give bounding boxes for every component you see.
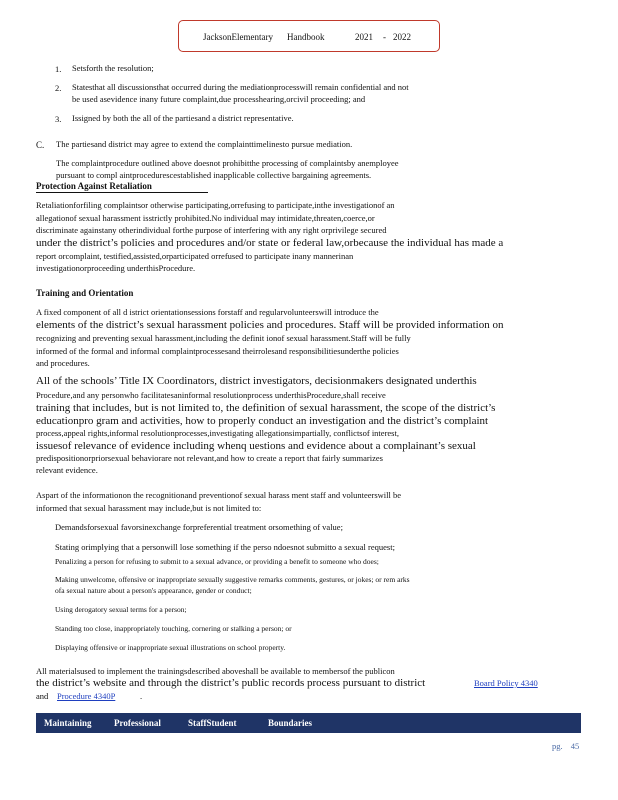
paragraph-line: Aspart of the informationon the recognitionand preventionof sexual harass ment staff and volunteerswill be [36, 490, 402, 500]
bullet-text: Demandsforsexual favorsinexchange forpreferential treatment orsomething of value; [55, 522, 343, 532]
paragraph-line: The partiesand district may agree to extend the complainttimelinesto pursue mediation. [56, 139, 353, 149]
list-item-text: Setsforth the resolution; [72, 63, 154, 73]
bullet-text: ofa sexual nature about a person's appearance, gender or conduct; [55, 586, 252, 595]
page-num: 45 [570, 741, 580, 751]
list-item-text: be used asevidence inany future complaint,due processhearing,orcivil proceeding; and [72, 94, 366, 104]
paragraph-line: Retaliationforfiling complaintsor otherwise participating,orrefusing to participate,inthe investigationof an [36, 200, 395, 210]
paragraph-line: recognizing and preventing sexual harassment,including the definit ionof sexual harassment.Staff will be fully [36, 333, 411, 343]
paragraph-line: investigationorproceeding underthisProcedure. [36, 263, 196, 273]
document-header [178, 20, 440, 52]
paragraph-line: and [36, 691, 49, 701]
paragraph-line: the district’s website and through the district’s public records process pursuant to district [36, 677, 426, 689]
paragraph-line: predispositionorpriorsexual behaviorare not relevant,and how to create a report that fairly summarizes [36, 453, 383, 463]
bullet-text: Making unwelcome, offensive or inappropriate sexually suggestive remarks comments, gestures, or jokes; or rem arks [55, 575, 410, 584]
paragraph-line: The complaintprocedure outlined above doesnot prohibitthe processing of complaintsby anemployee [56, 158, 399, 168]
header-year-end: 2022 [393, 32, 411, 42]
board-policy-link[interactable]: Board Policy 4340 [474, 678, 538, 688]
banner-word: Professional [114, 718, 161, 728]
list-item-text: Statesthat all discussionsthat occurred during the mediationprocesswill remain confidential and not [72, 82, 409, 92]
paragraph-line: elements of the district’s sexual harassment policies and procedures. Staff will be provided information on [36, 319, 504, 331]
banner-word: StaffStudent [188, 718, 237, 728]
next-section-banner [36, 713, 581, 733]
paragraph-line: and procedures. [36, 358, 90, 368]
bullet-text: Displaying offensive or inappropriate sexual illustrations on school property. [55, 643, 286, 652]
paragraph-line: Procedure,and any personwho facilitatesaninformal resolutionprocess underthisProcedure,shall receive [36, 390, 386, 400]
paragraph-line: under the district’s policies and procedures and/or state or federal law,orbecause the individual has made a [36, 237, 504, 249]
period: . [140, 691, 143, 701]
header-dash: - [383, 32, 386, 42]
list-number: 2. [55, 83, 62, 93]
paragraph-line: allegationof sexual harassment isstrictly prohibited.No individual may intimidate,threaten,coerce,or [36, 213, 375, 223]
section-letter: C. [36, 140, 45, 150]
paragraph-line: issuesof relevance of evidence including whenq uestions and evidence about a complainant’s sexual [36, 440, 476, 452]
paragraph-line: educationpro gram and activities, how to properly conduct an investigation and the district’s complaint [36, 415, 489, 427]
header-handbook: Handbook [287, 32, 325, 42]
paragraph-line: relevant evidence. [36, 465, 98, 475]
list-number: 1. [55, 64, 62, 74]
header-school: JacksonElementary [203, 32, 273, 42]
paragraph-line: All of the schools’ Title IX Coordinators, district investigators, decisionmakers designated underthis [36, 375, 477, 387]
header-year-start: 2021 [355, 32, 373, 42]
page-number [552, 741, 579, 751]
procedure-link[interactable]: Procedure 4340P [57, 691, 116, 701]
bullet-text: Standing too close, inappropriately touching, cornering or stalking a person; or [55, 624, 292, 633]
page-label: pg. [552, 741, 563, 751]
paragraph-line: informed that sexual harassment may include,but is not limited to: [36, 503, 262, 513]
bullet-text: Stating orimplying that a personwill lose something if the perso ndoesnot submitto a sexual request; [55, 542, 395, 552]
paragraph-line: process,appeal rights,informal resolutionprocesses,investigating allegationsimpartially, conflictsof interest, [36, 428, 399, 438]
paragraph-line: report orcomplaint, testified,assisted,orparticipated orrefused to participate inany mannerinan [36, 251, 354, 261]
paragraph-line: training that includes, but is not limited to, the definition of sexual harassment, the scope of the district’s [36, 402, 496, 414]
paragraph-line: informed of the formal and informal complaintprocessesand theirrolesand responsibilitiesunderthe policies [36, 346, 399, 356]
list-number: 3. [55, 114, 62, 124]
section-heading-training: Training and Orientation [36, 288, 134, 298]
paragraph-line: All materialsused to implement the trainingsdescribed aboveshall be available to membersof the publicon [36, 666, 395, 676]
bullet-text: Penalizing a person for refusing to submit to a sexual advance, or providing a benefit to someone who does; [55, 557, 379, 566]
list-item-text: Issigned by both the all of the partiesand a district representative. [72, 113, 294, 123]
paragraph-line: A fixed component of all d istrict orientationsessions forstaff and regularvolunteerswill introduce the [36, 307, 379, 317]
banner-word: Boundaries [268, 718, 313, 728]
banner-word: Maintaining [44, 718, 92, 728]
paragraph-line: discriminate againstany otherindividual forthe purpose of interfering with any right orprivilege secured [36, 225, 387, 235]
section-heading-protection: Protection Against Retaliation [36, 181, 208, 193]
bullet-text: Using derogatory sexual terms for a person; [55, 605, 187, 614]
paragraph-line: pursuant to compl aintprocedurescestablished inapplicable collective bargaining agreements. [56, 170, 372, 180]
